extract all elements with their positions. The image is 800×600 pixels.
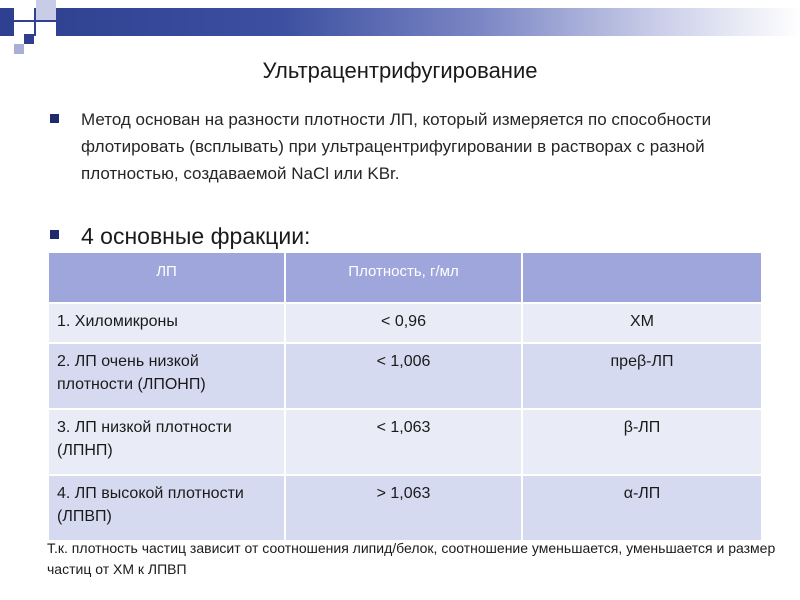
cell-name: 3. ЛП низкой плотности (ЛПНП) [48,409,285,475]
decorative-square [14,0,34,20]
cell-density: < 0,96 [285,303,522,343]
slide-title: Ультрацентрифугирование [262,58,538,83]
column-header-density: Плотность, г/мл [285,252,522,303]
decorative-square [36,22,56,42]
table-row [48,303,762,343]
cell-abbr: α-ЛП [522,475,762,541]
bullet-fractions-text: 4 основные фракции: [81,223,311,249]
cell-density: < 1,006 [285,343,522,409]
decorative-top-bar [0,8,800,36]
bullet-fractions [50,222,762,250]
cell-density: < 1,063 [285,409,522,475]
column-header-abbr [522,252,762,303]
bullet-method [50,106,762,187]
table-row [48,475,762,541]
cell-density: > 1,063 [285,475,522,541]
cell-abbr: преβ-ЛП [522,343,762,409]
decorative-square [36,0,56,20]
cell-abbr: ХМ [522,303,762,343]
bullet-square-icon [50,230,59,239]
bullet-square-icon [50,114,59,123]
table-header-row [48,252,762,303]
footnote: Т.к. плотность частиц зависит от соотношения липид/белок, соотношение уменьшается, уменьшается и размер частиц от ХМ к ЛПВП [47,540,776,577]
cell-name: 1. Хиломикроны [48,303,285,343]
cell-abbr: β-ЛП [522,409,762,475]
cell-name: 2. ЛП очень низкой плотности (ЛПОНП) [48,343,285,409]
decorative-square [14,44,24,54]
column-header-lp: ЛП [48,252,285,303]
decorative-square [24,34,34,44]
table-row [48,409,762,475]
cell-name: 4. ЛП высокой плотности (ЛПВП) [48,475,285,541]
bullet-method-text: Метод основан на разности плотности ЛП, который измеряется по способности флотировать (всплывать) при ультрацентрифугировании в растворах с разной плотностью, создаваемой NaCl или KBr. [81,110,712,183]
table-row [48,343,762,409]
fractions-table [47,251,763,542]
